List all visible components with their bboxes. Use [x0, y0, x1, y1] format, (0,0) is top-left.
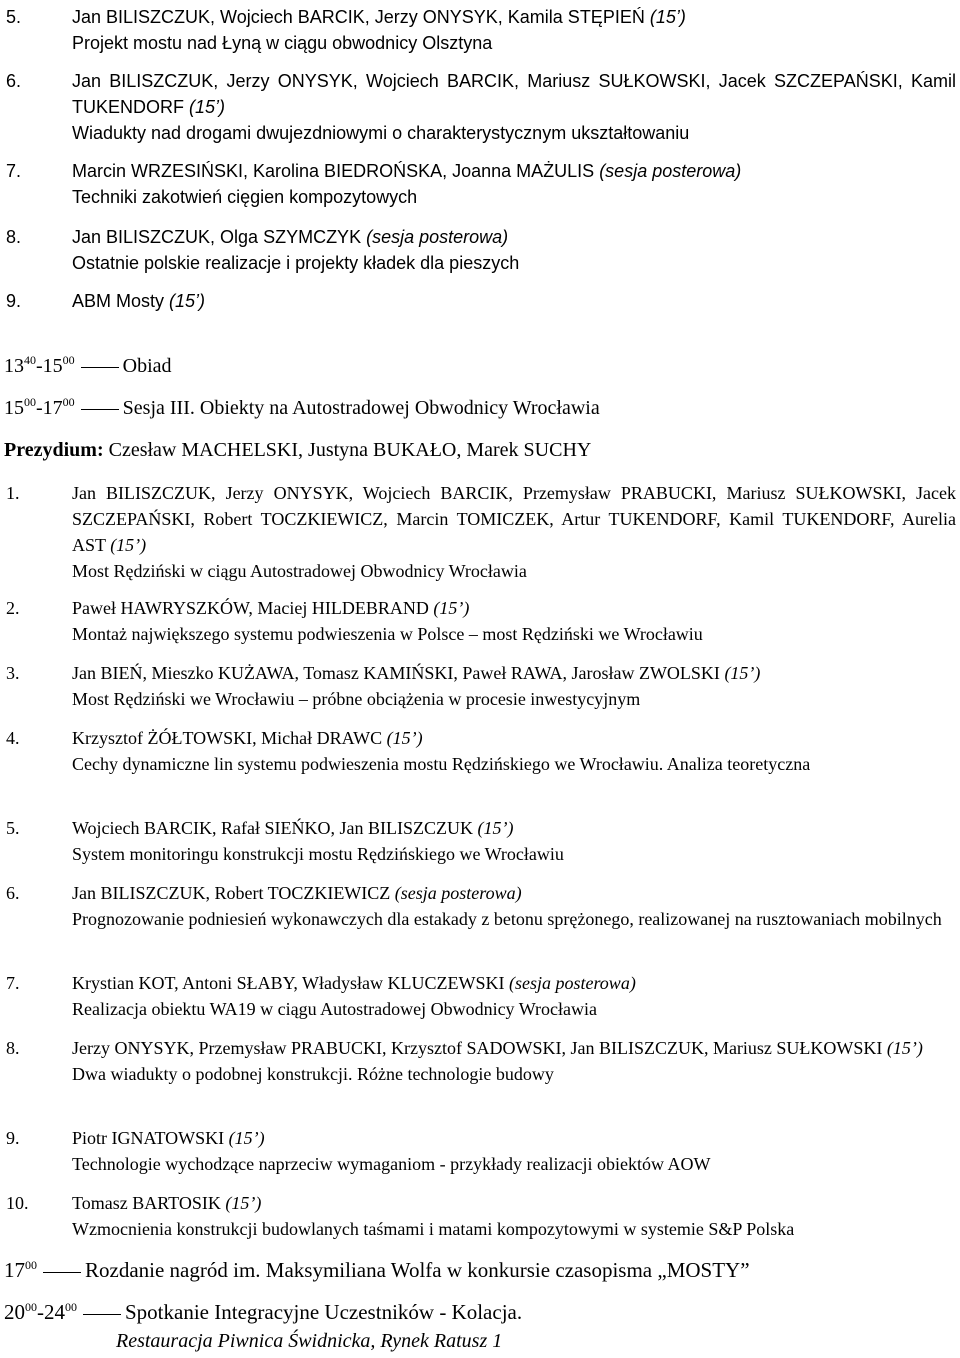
item-session-type: (sesja posterowa): [366, 227, 509, 247]
time-minutes: 00: [25, 1300, 37, 1314]
item-authors: [72, 68, 956, 120]
list-item: [0, 595, 958, 647]
item-authors: [72, 288, 956, 314]
award-label: Rozdanie nagród im. Maksymiliana Wolfa w konkursie czasopisma „MOSTY”: [85, 1258, 750, 1282]
presidium: [4, 436, 591, 464]
item-duration: (15’): [433, 598, 470, 618]
item-duration: (15’): [225, 1193, 262, 1213]
authors-text: Jan BIEŃ, Mieszko KUŻAWA, Tomasz KAMIŃSKI, Paweł RAWA, Jarosław ZWOLSKI: [72, 663, 720, 683]
item-number: 3.: [6, 663, 20, 683]
list-item: [0, 660, 958, 712]
list-item: [0, 68, 958, 146]
item-title: Prognozowanie podniesień wykonawczych dla estakady z betonu sprężonego, realizowanej na rusztowaniach mobilnych: [72, 909, 942, 929]
item-authors: [72, 595, 956, 621]
item-authors: [72, 880, 956, 906]
authors-text: Tomasz BARTOSIK: [72, 1193, 221, 1213]
item-duration: (15’): [189, 97, 226, 117]
authors-text: Paweł HAWRYSZKÓW, Maciej HILDEBRAND: [72, 598, 429, 618]
list-item: [0, 480, 958, 584]
time-hour: 17: [42, 397, 63, 419]
time-minutes: 00: [65, 1300, 77, 1314]
item-title: System monitoringu konstrukcji mostu Rędzińskiego we Wrocławiu: [72, 844, 564, 864]
item-number: 6.: [6, 71, 22, 91]
item-number: 8.: [6, 227, 22, 247]
time-hour: 15: [42, 355, 63, 377]
dash-separator: [81, 409, 119, 410]
authors-text: Piotr IGNATOWSKI: [72, 1128, 225, 1148]
lunch-label: Obiad: [122, 355, 172, 377]
list-item: [0, 224, 958, 276]
item-number: 1.: [6, 483, 20, 503]
time-hour: 20: [4, 1300, 25, 1324]
dinner-place: Restauracja Piwnica Świdnicka, Rynek Ratusz 1: [116, 1330, 503, 1352]
item-authors: [72, 1035, 956, 1061]
item-title: Cechy dynamiczne lin systemu podwieszenia mostu Rędzińskiego we Wrocławiu. Analiza teoretyczna: [72, 754, 811, 774]
item-authors: [72, 158, 956, 184]
item-title: Wzmocnienia konstrukcji budowlanych taśmami i matami kompozytowymi w systemie S&P Polska: [72, 1219, 795, 1239]
item-duration: (15’): [477, 818, 514, 838]
item-title: Most Rędziński w ciągu Autostradowej Obwodnicy Wrocławia: [72, 561, 527, 581]
item-title: Dwa wiadukty o podobnej konstrukcji. Różne technologie budowy: [72, 1064, 554, 1084]
item-number: 4.: [6, 728, 20, 748]
item-duration: (15’): [886, 1038, 923, 1058]
item-number: 9.: [6, 291, 22, 311]
item-session-type: (sesja posterowa): [599, 161, 742, 181]
authors-text: Jan BILISZCZUK, Robert TOCZKIEWICZ: [72, 883, 391, 903]
item-duration: (15’): [724, 663, 761, 683]
time-minutes: 00: [24, 395, 36, 409]
dinner-entry: $20^{00}-24^{00}$ Spotkanie Integracyjne Uczestników - Kolacja.: [4, 1300, 523, 1324]
item-number: 2.: [6, 598, 20, 618]
item-authors: [72, 224, 956, 250]
presidium-names: Czesław MACHELSKI, Justyna BUKAŁO, Marek SUCHY: [108, 439, 592, 461]
session-title: Sesja III. Obiekty na Autostradowej Obwodnicy Wrocławia: [122, 397, 600, 419]
item-authors: [72, 815, 956, 841]
time-minutes: 40: [24, 353, 36, 367]
authors-text: Jan BILISZCZUK, Jerzy ONYSYK, Wojciech BARCIK, Przemysław PRABUCKI, Mariusz SUŁKOWSKI, Jacek SZCZEPAŃSKI, Robert TOCZKIEWICZ, Marcin TOMICZEK, Artur TUKENDORF, Kamil TUKENDORF, Aurelia AST: [72, 483, 956, 555]
authors-text: Krystian KOT, Antoni SŁABY, Władysław KLUCZEWSKI: [72, 973, 505, 993]
item-title: Projekt mostu nad Łyną w ciągu obwodnicy Olsztyna: [72, 33, 493, 53]
authors-text: Jan BILISZCZUK, Wojciech BARCIK, Jerzy ONYSYK, Kamila STĘPIEŃ: [72, 7, 645, 27]
award-entry: [4, 1256, 750, 1284]
time-minutes: 00: [62, 353, 75, 367]
time-hour: 13: [4, 355, 24, 377]
item-duration: (15’): [228, 1128, 265, 1148]
list-item: [0, 1125, 958, 1177]
authors-text: Wojciech BARCIK, Rafał SIEŃKO, Jan BILISZCZUK: [72, 818, 473, 838]
item-title: Technologie wychodzące naprzeciw wymaganiom - przykłady realizacji obiektów AOW: [72, 1154, 711, 1174]
dinner-label: Spotkanie Integracyjne Uczestników - Kolacja.: [125, 1300, 523, 1324]
item-number: 8.: [6, 1038, 20, 1058]
list-item: [0, 1035, 958, 1087]
list-item: [0, 158, 958, 210]
item-duration: (15’): [386, 728, 423, 748]
item-authors: [72, 725, 956, 751]
item-authors: [72, 970, 956, 996]
list-item: [0, 970, 958, 1022]
dash-separator: [81, 367, 119, 368]
item-number: 6.: [6, 883, 20, 903]
item-authors: [72, 1190, 956, 1216]
item-authors: [72, 4, 956, 30]
item-title: Ostatnie polskie realizacje i projekty kładek dla pieszych: [72, 253, 520, 273]
lunch-entry: $13^{40}-15^{00}$ Obiad: [4, 353, 172, 377]
time-hour: 15: [4, 397, 24, 419]
item-duration: (15’): [110, 535, 147, 555]
list-item: [0, 880, 958, 932]
item-duration: (15’): [649, 7, 686, 27]
authors-text: Krzysztof ŻÓŁTOWSKI, Michał DRAWC: [72, 728, 383, 748]
list-item: [0, 1190, 958, 1242]
item-authors: [72, 660, 956, 686]
list-item: [0, 815, 958, 867]
item-number: 7.: [6, 973, 20, 993]
item-title: Techniki zakotwień cięgien kompozytowych: [72, 187, 418, 207]
item-number: 5.: [6, 7, 22, 27]
time-minutes: 00: [62, 395, 75, 409]
authors-text: Marcin WRZESIŃSKI, Karolina BIEDROŃSKA, Joanna MAŻULIS: [72, 161, 595, 181]
dash-separator: [83, 1314, 121, 1315]
item-title: Wiadukty nad drogami dwujezdniowymi o charakterystycznym ukształtowaniu: [72, 123, 690, 143]
time-hour: 24: [44, 1300, 65, 1324]
authors-text: Jerzy ONYSYK, Przemysław PRABUCKI, Krzysztof SADOWSKI, Jan BILISZCZUK, Mariusz SUŁKOWSKI: [72, 1038, 883, 1058]
list-item: [0, 4, 958, 56]
item-authors: [72, 1125, 956, 1151]
item-session-type: (sesja posterowa): [394, 883, 522, 903]
item-number: 5.: [6, 818, 20, 838]
item-title: Montaż największego systemu podwieszenia w Polsce – most Rędziński we Wrocławiu: [72, 624, 703, 644]
item-title: Realizacja obiektu WA19 w ciągu Autostradowej Obwodnicy Wrocławia: [72, 999, 597, 1019]
presidium-label: Prezydium:: [4, 439, 104, 461]
item-title: Most Rędziński we Wrocławiu – próbne obciążenia w procesie inwestycyjnym: [72, 689, 641, 709]
item-authors: [72, 480, 956, 558]
item-number: 10.: [6, 1193, 29, 1213]
item-duration: (15’): [169, 291, 206, 311]
authors-text: ABM Mosty: [72, 291, 165, 311]
session-heading: $15^{00}-17^{00}$ Sesja III. Obiekty na Autostradowej Obwodnicy Wrocławia: [4, 395, 600, 419]
authors-text: Jan BILISZCZUK, Jerzy ONYSYK, Wojciech BARCIK, Mariusz SUŁKOWSKI, Jacek SZCZEPAŃSKI, Kamil TUKENDORF: [72, 71, 956, 117]
item-session-type: (sesja posterowa): [508, 973, 636, 993]
item-number: 7.: [6, 161, 22, 181]
time-hour: 17: [4, 1258, 25, 1282]
list-item: [0, 725, 958, 777]
authors-text: Jan BILISZCZUK, Olga SZYMCZYK: [72, 227, 362, 247]
list-item: [0, 288, 958, 314]
dash-separator: [43, 1272, 81, 1273]
time-minutes: 00: [25, 1258, 37, 1272]
item-number: 9.: [6, 1128, 20, 1148]
